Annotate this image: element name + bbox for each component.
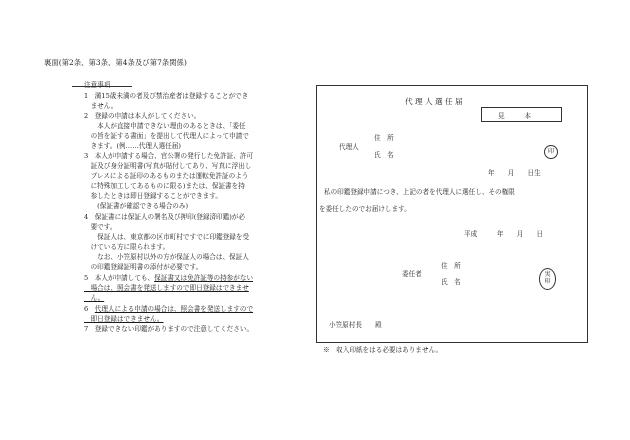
page-header: 裏面(第2条、第3条、第4条及び第7条関係) xyxy=(44,58,187,67)
registered-seal-circle-icon xyxy=(539,268,556,290)
note-line: 1 満15歳未満の者及び禁治産者は登録することができ xyxy=(84,92,249,100)
note-line-6 xyxy=(84,304,253,314)
seal-mark: 印 xyxy=(547,147,555,155)
agent-name-label: 氏 名 xyxy=(374,151,394,159)
note-line: 参したときは即日登録することができます。 xyxy=(84,192,222,200)
note-line: 4 保証書には保証人の署名及び押印(登録済印鑑)が必 xyxy=(84,213,245,221)
note-6-underlined: 代理人による申請の場合は、照会書を発送しますので xyxy=(94,305,254,313)
birth-date-line: 年 月 日生 xyxy=(488,169,541,177)
note-line-5 xyxy=(84,273,253,283)
note-line: の旨を証する書面」を提出して代理人によって申請で xyxy=(84,132,249,140)
principal-name-label: 氏 名 xyxy=(441,278,461,286)
note-line: けている方に限られます。 xyxy=(84,243,170,251)
registered-seal-mark-2: 印 xyxy=(544,278,551,285)
note-5-prefix: 5 本人が申請しても、 xyxy=(84,274,155,282)
addressee: 小笠原村長 殿 xyxy=(329,321,382,329)
statement-line-1: 私の印鑑登録申請につき、上記の者を代理人に選任し、その権限 xyxy=(324,188,515,196)
submission-date-line: 平成 年 月 日 xyxy=(464,230,544,238)
notes-title-wrap xyxy=(82,80,110,90)
note-line: に特殊加工してあるものに限る)または、保証書を持 xyxy=(84,182,245,190)
note-line: 即日登録はできません。 xyxy=(84,315,164,323)
sample-stamp-box xyxy=(481,107,562,122)
note-line: 3 本人が申請する場合、官公署の発行した免許証、許可 xyxy=(84,152,254,160)
note-line: なお、小笠原村以外の方が保証人の場合は、保証人 xyxy=(84,253,249,261)
revenue-stamp-footnote: ※ 収入印紙をはる必要はありません。 xyxy=(323,346,443,354)
note-line: 場合は、照会書を発送しますので即日登録はできませ xyxy=(84,284,249,292)
form-title: 代 理 人 選 任 届 xyxy=(405,97,463,106)
note-line: 要です。 xyxy=(84,223,117,231)
note-line: 7 登録できない印鑑がありますので注意してください。 xyxy=(84,325,254,333)
note-6-prefix: 6 xyxy=(84,305,95,313)
note-line: プレスによる証印のあるものまたは運転免許証のよう xyxy=(84,172,249,180)
note-line: 本人が直接申請できない理由のあるときは、「委任 xyxy=(84,122,246,130)
note-line: (保証書が確認できる場合のみ) xyxy=(84,202,189,210)
note-5-underlined: 保証書又は免許証等の持参がない xyxy=(154,274,254,282)
principal-address-label: 住 所 xyxy=(441,262,461,270)
note-line: ん。 xyxy=(84,294,105,302)
notes-title-rule xyxy=(72,86,132,87)
sample-stamp-label: 見 本 xyxy=(498,112,531,120)
note-line: ません。 xyxy=(84,102,118,110)
statement-line-2: を委任したのでお届けします。 xyxy=(319,205,411,213)
principal-label: 委任者 xyxy=(402,270,422,278)
seal-circle-icon xyxy=(544,145,558,159)
registered-seal-mark-1: 実 xyxy=(544,271,551,279)
note-line: きます。(例……代理人選任届) xyxy=(84,142,181,150)
note-line: 2 登録の申請は本人がしてください。 xyxy=(84,112,201,120)
note-line: 証及び身分証明書(写真が貼付してあり、写真に浮出し xyxy=(84,162,252,170)
agent-label: 代理人 xyxy=(339,143,359,151)
proxy-appointment-form xyxy=(316,85,588,343)
note-line: の印鑑登録証明書の添付が必要です。 xyxy=(84,263,203,271)
notes-title: 注意事項 xyxy=(84,81,111,89)
note-line: 保証人は、東京都の区市町村ですでに印鑑登録を受 xyxy=(84,233,250,241)
agent-address-label: 住 所 xyxy=(374,134,394,142)
